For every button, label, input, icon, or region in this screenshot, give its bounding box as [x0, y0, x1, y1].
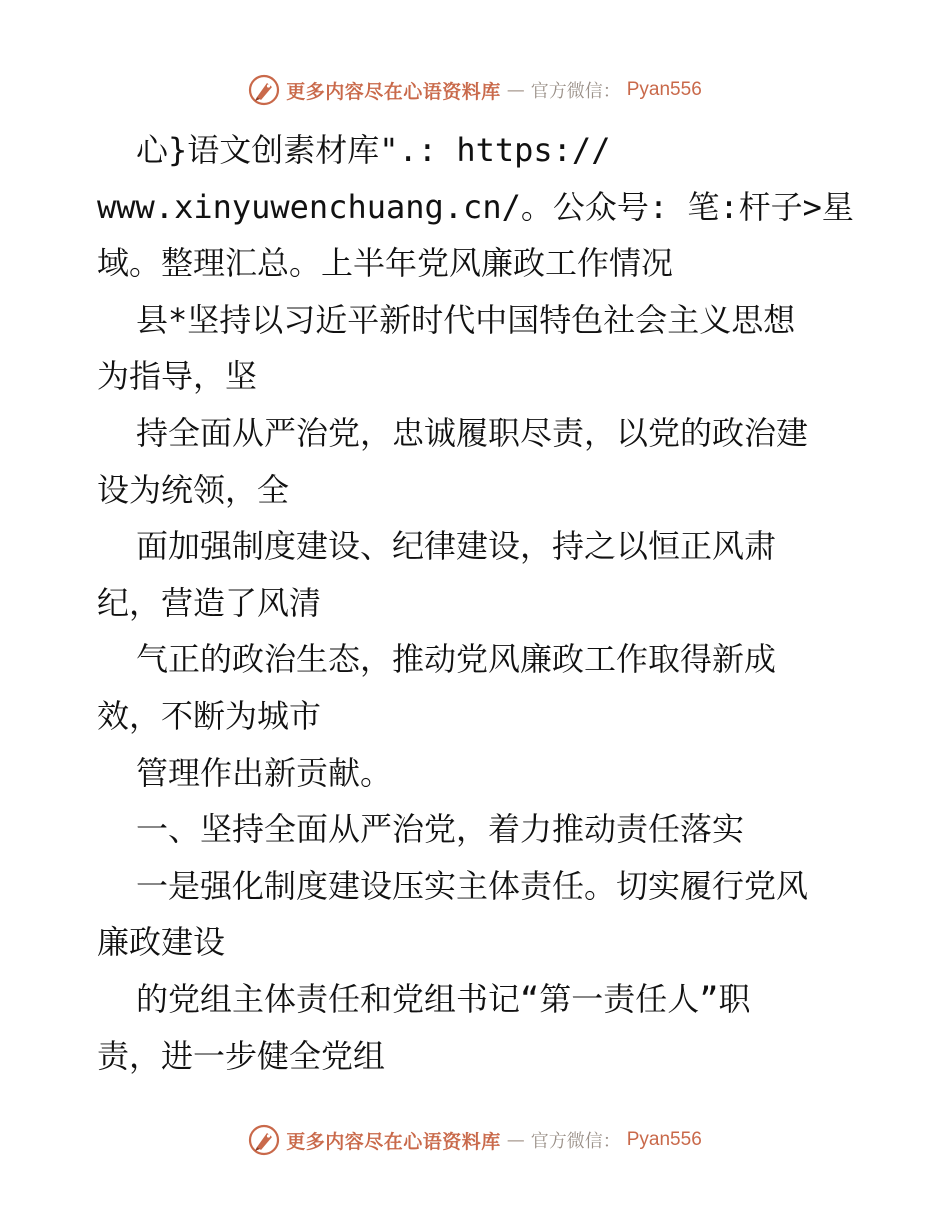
text-line: 一是强化制度建设压实主体责任。切实履行党风 — [136, 866, 809, 905]
text-line: 的党组主体责任和党组书记“第一责任人”职 — [136, 979, 751, 1018]
text-line: www.xinyuwenchuang.cn/。公众号: 笔:杆子>星 — [97, 187, 854, 226]
text-line: 县*坚持以习近平新时代中国特色社会主义思想 — [136, 300, 796, 339]
header-banner — [0, 72, 950, 108]
footer-wechat-id: Pyan556 — [626, 1129, 702, 1150]
text-line: 纪，营造了风清 — [97, 583, 322, 622]
header-brand-text: 更多内容尽在心语资料库 — [286, 80, 501, 103]
header-dash: — — [506, 79, 525, 101]
text-line: 效，不断为城市 — [97, 696, 322, 735]
header-wechat-label: 官方微信： — [530, 81, 621, 102]
text-line: 域。整理汇总。上半年党风廉政工作情况 — [97, 244, 674, 283]
text-line: 设为统领，全 — [97, 470, 290, 509]
pen-nib-logo-icon — [248, 74, 280, 106]
text-line: 管理作出新贡献。 — [136, 753, 393, 792]
footer-banner — [0, 1122, 950, 1158]
text-line: 面加强制度建设、纪律建设，持之以恒正风肃 — [136, 527, 777, 566]
text-line: 持全面从严治党，忠诚履职尽责，以党的政治建 — [136, 413, 809, 452]
text-line: 气正的政治生态，推动党风廉政工作取得新成 — [136, 640, 777, 679]
section-heading: 一、坚持全面从严治党，着力推动责任落实 — [136, 810, 745, 849]
document-body — [97, 122, 867, 1084]
text-line: 责，进一步健全党组 — [97, 1036, 386, 1075]
footer-brand-text: 更多内容尽在心语资料库 — [286, 1130, 501, 1153]
text-line: 为指导，坚 — [97, 357, 258, 396]
pen-nib-logo-icon — [248, 1124, 280, 1156]
footer-wechat-label: 官方微信： — [530, 1131, 621, 1152]
text-line: 廉政建设 — [97, 923, 226, 962]
text-line: 心}语文创素材库".: https:// — [136, 131, 611, 169]
header-wechat-id: Pyan556 — [626, 79, 702, 100]
footer-dash: — — [506, 1129, 525, 1151]
